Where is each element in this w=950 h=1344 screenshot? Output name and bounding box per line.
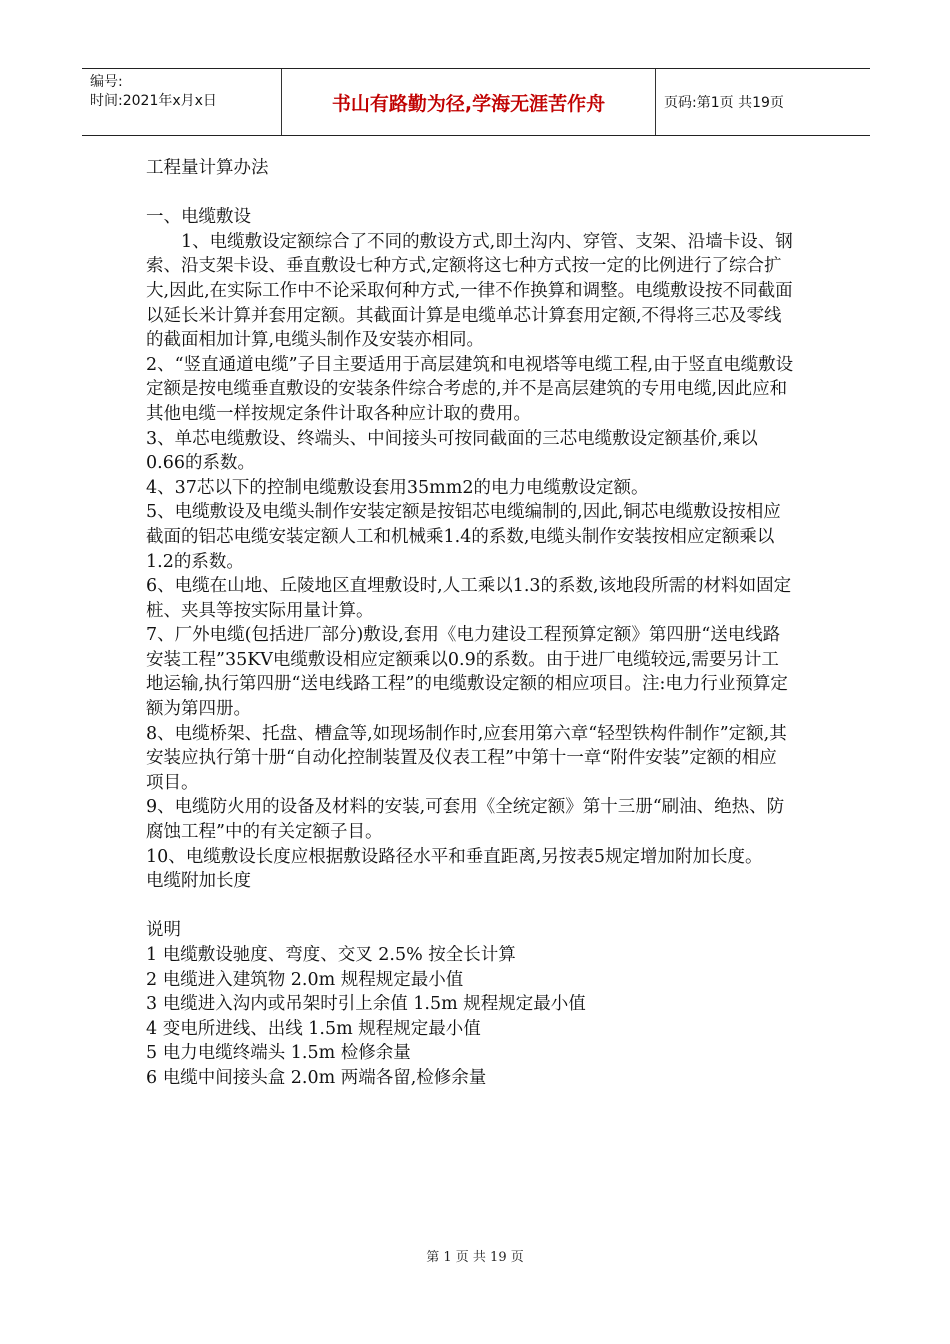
- paragraph-item-9: 9、电缆防火用的设备及材料的安装,可套用《全统定额》第十三册“刷油、绝热、防腐蚀工程”中的有关定额子目。: [146, 797, 785, 843]
- paragraph-item-6: 6、电缆在山地、丘陵地区直埋敷设时,人工乘以1.3的系数,该地段所需的材料如固定桩、夹具等按实际用量计算。: [146, 576, 792, 621]
- header-page-info: 页码:第1页 共19页: [664, 95, 784, 111]
- table-title: 电缆附加长度: [146, 871, 251, 892]
- note-row-3: 3 电缆进入沟内或吊架时引上余值 1.5m 规程规定最小值: [146, 994, 586, 1015]
- document-body: [146, 156, 794, 1091]
- paragraph-item-3: 3、单芯电缆敷设、终端头、中间接头可按同截面的三芯电缆敷设定额基价,乘以0.66的系数。: [146, 428, 758, 474]
- paragraph-item-10: 10、电缆敷设长度应根据敷设路径水平和垂直距离,另按表5规定增加附加长度。: [146, 846, 763, 867]
- paragraph-item-2: 2、“竖直通道电缆”子目主要适用于高层建筑和电视塔等电缆工程,由于竖直电缆敷设定额是按电缆垂直敷设的安装条件综合考虑的,并不是高层建筑的专用电缆,因此应和其他电缆一样按规定条件计取各种应计取的费用。: [146, 354, 794, 424]
- header-motto: 书山有路勤为径,学海无涯苦作舟: [282, 69, 656, 135]
- header-meta: [82, 69, 282, 135]
- note-row-4: 4 变电所进线、出线 1.5m 规程规定最小值: [146, 1018, 481, 1039]
- page-header: [82, 68, 870, 136]
- number-label: 编号:: [90, 74, 123, 90]
- page-footer: 第 1 页 共 19 页: [426, 1250, 524, 1265]
- paragraph-item-7: 7、厂外电缆(包括进厂部分)敷设,套用《电力建设工程预算定额》第四册“送电线路安装工程”35KV电缆敷设相应定额乘以0.9的系数。由于进厂电缆较远,需要另计工地运输,执行第四册“送电线路工程”的电缆敷设定额的相应项目。注:电力行业预算定额为第四册。: [146, 625, 788, 720]
- time-label: 时间:2021年x月x日: [90, 93, 217, 109]
- note-row-5: 5 电力电缆终端头 1.5m 检修余量: [146, 1043, 411, 1064]
- note-row-6: 6 电缆中间接头盒 2.0m 两端各留,检修余量: [146, 1067, 487, 1088]
- document-title: 工程量计算办法: [146, 158, 269, 178]
- section-heading: 一、电缆敷设: [146, 207, 251, 228]
- paragraph-item-1: 1、电缆敷设定额综合了不同的敷设方式,即土沟内、穿管、支架、沿墙卡设、钢索、沿支架卡设、垂直敷设七种方式,定额将这七种方式按一定的比例进行了综合扩大,因此,在实际工作中不论采取何种方式,一律不作换算和调整。电缆敷设按不同截面以延长米计算并套用定额。其截面计算是电缆单芯计算套用定额,不得将三芯及零线的截面相加计算,电缆头制作及安装亦相同。: [146, 231, 793, 351]
- note-row-1: 1 电缆敷设驰度、弯度、交叉 2.5% 按全长计算: [146, 945, 516, 965]
- notes-label: 说明: [146, 920, 181, 941]
- paragraph-item-5: 5、电缆敷设及电缆头制作安装定额是按铝芯电缆编制的,因此,铜芯电缆敷设按相应截面的铝芯电缆安装定额人工和机械乘1.4的系数,电缆头制作安装按相应定额乘以1.2的系数。: [146, 502, 781, 572]
- note-row-2: 2 电缆进入建筑物 2.0m 规程规定最小值: [146, 969, 464, 990]
- paragraph-item-8: 8、电缆桥架、托盘、槽盒等,如现场制作时,应套用第六章“轻型铁构件制作”定额,其安装应执行第十册“自动化控制装置及仪表工程”中第十一章“附件安装”定额的相应项目。: [146, 723, 787, 793]
- paragraph-item-4: 4、37芯以下的控制电缆敷设套用35mm2的电力电缆敷设定额。: [146, 477, 649, 498]
